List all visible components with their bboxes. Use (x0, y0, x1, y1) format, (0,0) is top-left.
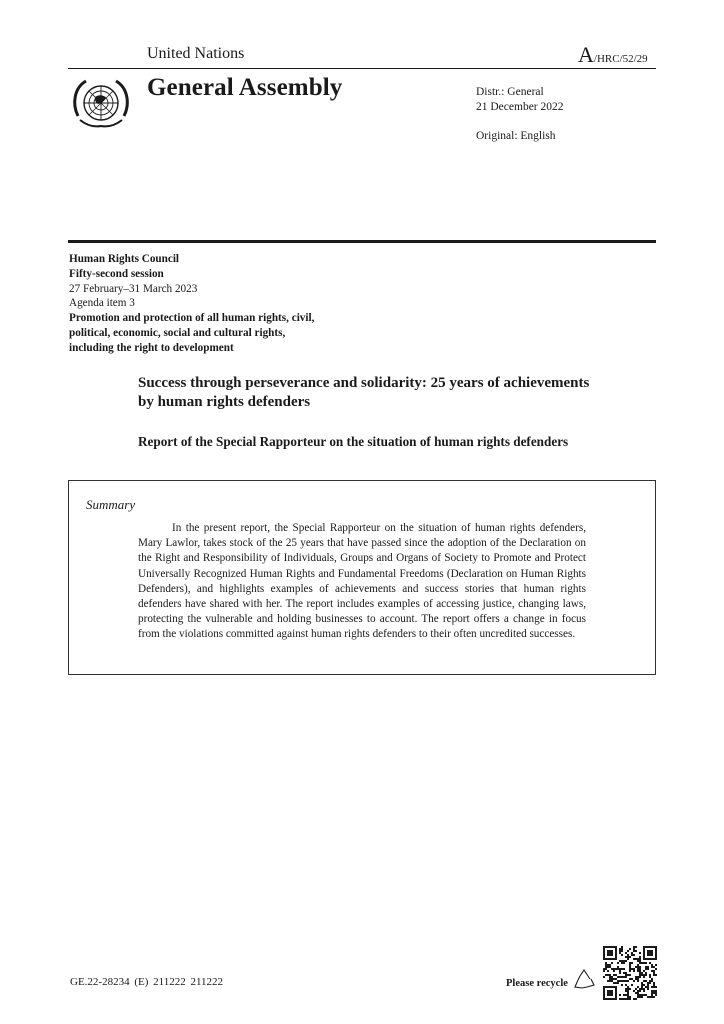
session-dates: 27 February–31 March 2023 (69, 282, 198, 295)
council-block (69, 252, 314, 356)
footer-job-code: GE.22-28234 (E) 211222 211222 (70, 976, 224, 988)
header-rule (68, 68, 656, 69)
session: Fifty-second session (69, 267, 164, 280)
agenda-title-line-3: including the right to development (69, 341, 234, 354)
document-symbol (578, 42, 648, 68)
header-thick-rule (68, 240, 656, 243)
recycle-label: Please recycle (506, 978, 568, 989)
recycle-icon (572, 967, 596, 993)
agenda-item: Agenda item 3 (69, 297, 135, 310)
qr-code-icon (603, 946, 657, 1000)
symbol-number: /HRC/52/29 (593, 53, 648, 65)
document-title: Success through perseverance and solidarity: 25 years of achievements by human rights defenders (138, 375, 590, 410)
summary-text: In the present report, the Special Rapporteur on the situation of human rights defenders, Mary Lawlor, takes stock of the 25 years that have passed since the adoption of the Declaration on the Right and Responsibility of Individuals, Groups and Organs of Society to Promote and Protect Universally Recognized Human Rights and Fundamental Freedoms (Declaration on Human Rights Defenders), and highlights examples of achievements and success stories that human rights defenders have shared with her. The report includes examples of accessing justice, changing laws, protecting the vulnerable and holding businesses to account. The report offers a change in focus from the violations committed against human rights defenders to their often uncredited successes. (138, 522, 586, 641)
issue-date: 21 December 2022 (476, 101, 564, 113)
agenda-title-line-1: Promotion and protection of all human rights, civil, (69, 312, 315, 325)
symbol-letter: A (578, 42, 594, 67)
original-language: Original: English (476, 130, 556, 142)
un-emblem-icon (70, 76, 132, 132)
document-subtitle: Report of the Special Rapporteur on the situation of human rights defenders (138, 434, 569, 449)
council-name: Human Rights Council (69, 253, 180, 265)
distribution: Distr.: General (476, 86, 544, 98)
summary-heading: Summary (86, 497, 136, 512)
org-name: United Nations (147, 45, 245, 62)
distribution-block (476, 85, 564, 144)
agenda-title-line-2: political, economic, social and cultural rights, (69, 326, 286, 339)
body-name: General Assembly (147, 74, 343, 101)
